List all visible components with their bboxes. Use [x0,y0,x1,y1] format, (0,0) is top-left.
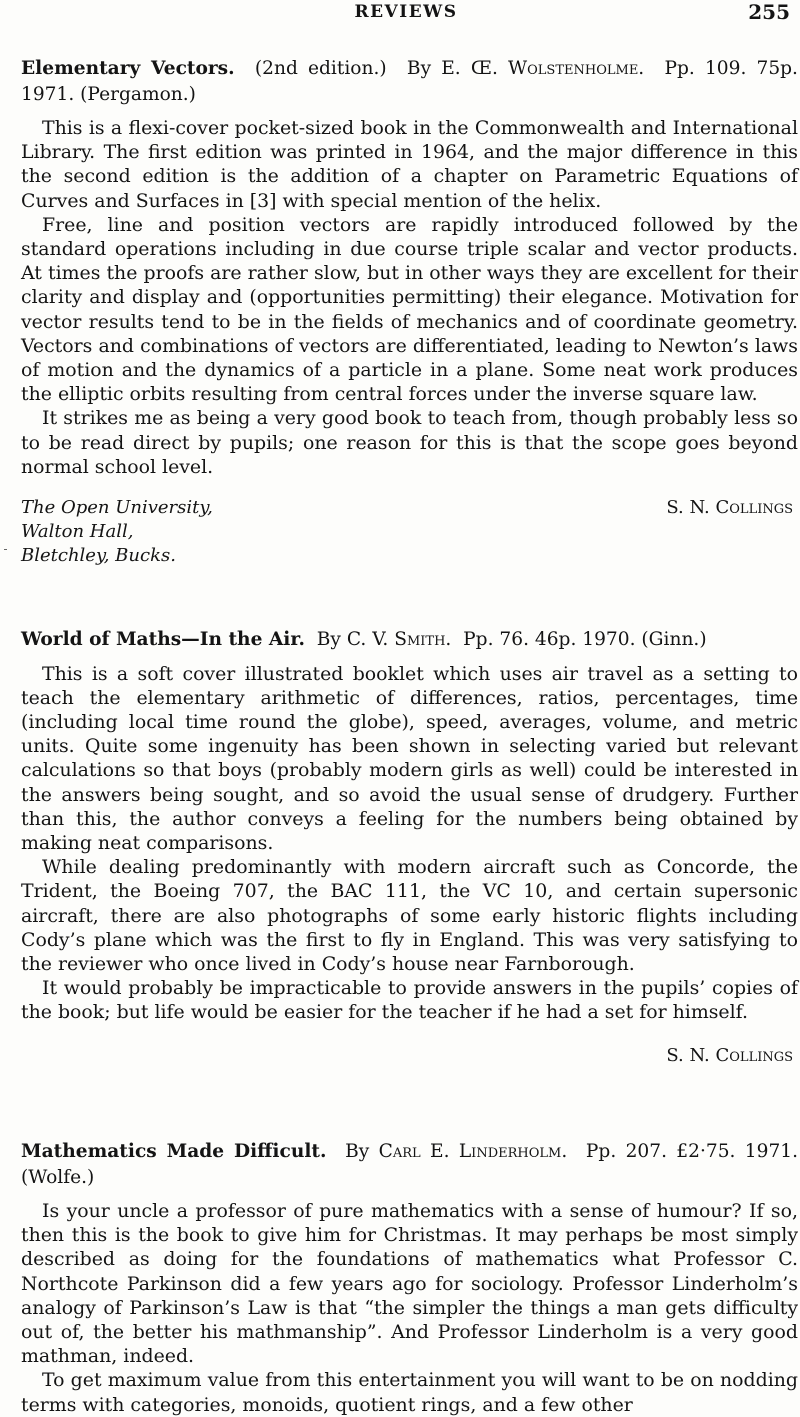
review-body [21,116,798,479]
review-body [21,1199,798,1417]
book-details: Pp. 207. £2·75. 1971. (Wolfe.) [21,1141,799,1188]
review-paragraph: Is your uncle a professor of pure mathematics with a sense of humour? If so, then this is the book to give him for Christmas. It may perhaps be most simply described as doing for the foundations of mathematics what Professor C. Northcote Parkinson did a few years ago for sociology. Professor Linderholm’s analogy of Parkinson’s Law is that “the simpler the things a man gets difficulty out of, the better his mathmanship”. And Professor Linderholm is a very good mathman, indeed. [21,1200,798,1368]
review-world-of-maths [21,627,798,1066]
book-title: Elementary Vectors. [21,58,235,79]
book-author: E. Œ. Wolstenholme. [441,58,645,79]
review-mathematics-made-difficult [21,1139,798,1417]
by-word: By [406,58,432,79]
review-paragraph: This is a soft cover illustrated booklet which uses air travel as a setting to teach the elementary arithmetic of differences, ratios, percentages, time (including local time round the globe), speed, averages, volume, and metric units. Quite some ingenuity has been shown in selecting varied but relevant calculations so that boys (probably modern girls as well) could be interested in the answers being sought, and so avoid the usual sense of drudgery. Further than this, the author conveys a feeling for the numbers being obtained by making neat comparisons. [21,662,798,854]
review-heading [21,1139,798,1190]
book-title: World of Maths—In the Air. [21,629,305,650]
reviewer-address [21,496,213,568]
margin-mark [4,549,7,550]
running-head-title: REVIEWS [354,2,458,22]
address-line: Bletchley, Bucks. [21,545,176,567]
review-heading [21,627,798,653]
running-head [22,0,790,24]
review-paragraph: To get maximum value from this entertainment you will want to be on nodding terms with categories, monoids, quotient rings, and a few other [21,1369,798,1416]
book-details: Pp. 76. 46p. 1970. (Ginn.) [463,629,707,650]
review-paragraph: Free, line and position vectors are rapidly introduced followed by the standard operations including in due course triple scalar and vector products. At times the proofs are rather slow, but in other ways they are excellent for their clarity and display and (opportunities permitting) their elegance. Motivation for vector results tend to be in the fields of mechanics and of coordinate geometry. Vectors and combinations of vectors are differentiated, leading to Newton’s laws of motion and the dynamics of a particle in a plane. Some neat work produces the elliptic orbits resulting from central forces under the inverse square law. [21,213,798,406]
address-line: Walton Hall, [21,521,134,543]
review-body [21,662,798,1025]
review-heading [21,56,798,107]
book-author: C. V. Smith. [346,629,452,650]
page-number: 255 [748,0,790,24]
review-paragraph: This is a flexi-cover pocket-sized book in the Commonwealth and International Library. The first edition was printed in 1964, and the major difference in this the second edition is the addition of a chapter on Parametric Equations of Curves and Surfaces in [3] with special mention of the helix. [21,117,798,212]
review-paragraph: It strikes me as being a very good book to teach from, though probably less so to be read direct by pupils; one reason for this is that the scope goes beyond normal school level. [21,407,798,478]
by-word: By [345,1141,370,1162]
book-title: Mathematics Made Difficult. [21,1141,327,1162]
book-author: Carl E. Linderholm. [378,1141,568,1162]
review-elementary-vectors [21,56,798,568]
reviewer-signature: S. N. Collings [666,1044,793,1066]
book-details: Pp. 109. 75p. 1971. (Pergamon.) [21,58,798,105]
review-paragraph: While dealing predominantly with modern aircraft such as Concorde, the Trident, the Boeing 707, the BAC 111, the VC 10, and certain supersonic aircraft, there are also photographs of some early historic flights including Cody’s plane which was the first to fly in England. This was very satisfying to the reviewer who once lived in Cody’s house near Farnborough. [21,856,798,975]
book-edition: (2nd edition.) [254,58,387,79]
address-line: The Open University, [21,497,213,519]
by-word: By [316,629,341,650]
review-paragraph: It would probably be impracticable to provide answers in the pupils’ copies of the book; but life would be easier for the teacher if he had a set for himself. [21,977,798,1024]
reviewer-block [21,496,798,568]
reviewer-signature: S. N. Collings [666,497,793,519]
